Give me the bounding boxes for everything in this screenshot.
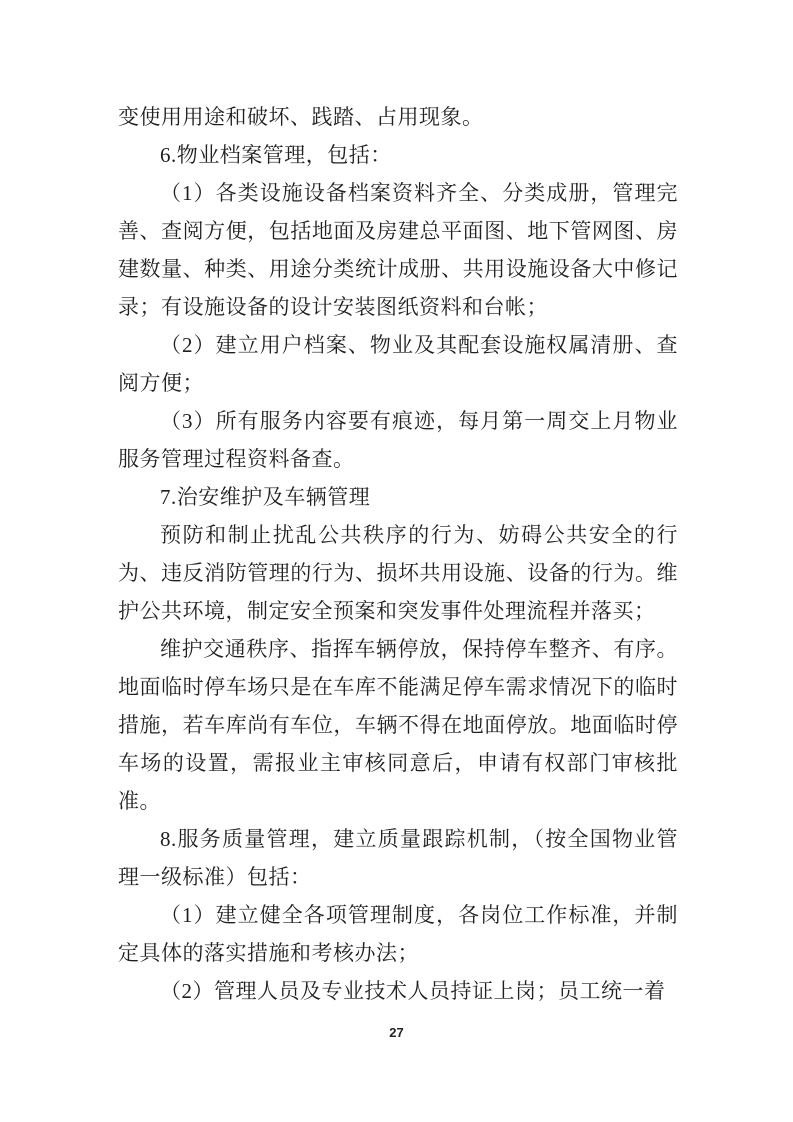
paragraph: （1）各类设施设备档案资料齐全、分类成册，管理完善、查阅方便，包括地面及房建总平面图、地下管网图、房建数量、种类、用途分类统计成册、共用设施设备大中修记录；有设施设备的设计安装图纸资料和台帐； [118,181,678,319]
document-body [118,98,678,1010]
paragraph: （2）建立用户档案、物业及其配套设施权属清册、查阅方便； [118,333,678,395]
page-footer [0,1024,793,1042]
paragraph: 6.物业档案管理，包括： [160,143,392,167]
page-number: 27 [389,1025,404,1040]
paragraph: 7.治安维护及车辆管理 [160,485,371,509]
paragraph: 维护交通秩序、指挥车辆停放，保持停车整齐、有序。地面临时停车场只是在车库不能满足停车需求情况下的临时措施，若车库尚有车位，车辆不得在地面停放。地面临时停车场的设置，需报业主审核同意后，申请有权部门审核批准。 [118,637,678,813]
paragraph: 预防和制止扰乱公共秩序的行为、妨碍公共安全的行为、违反消防管理的行为、损坏共用设施、设备的行为。维护公共环境，制定安全预案和突发事件处理流程并落买； [118,523,678,623]
paragraph: 变使用用途和破坏、践踏、占用现象。 [118,105,484,129]
paragraph: （3）所有服务内容要有痕迹，每月第一周交上月物业服务管理过程资料备查。 [118,409,678,471]
paragraph: （2）管理人员及专业技术人员持证上岗；员工统一着 [160,979,666,1003]
paragraph: 8.服务质量管理，建立质量跟踪机制，（按全国物业管理一级标准）包括： [118,827,678,889]
paragraph: （1）建立健全各项管理制度，各岗位工作标准，并制定具体的落实措施和考核办法； [118,903,678,965]
